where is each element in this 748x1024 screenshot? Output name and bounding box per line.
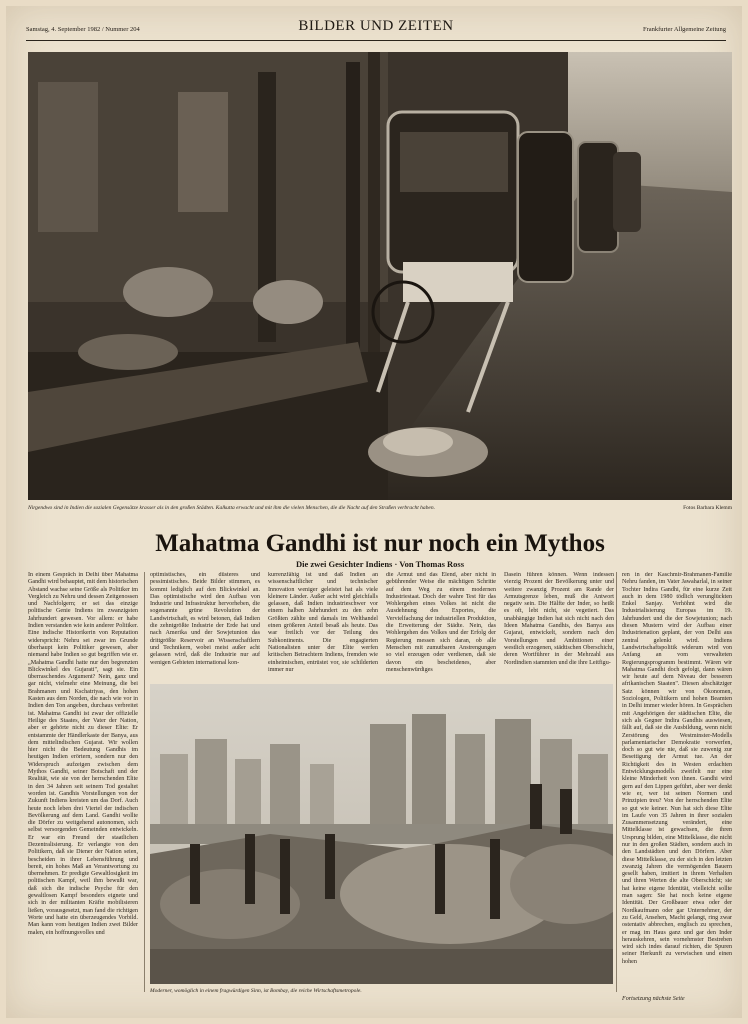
kolkata-street-photo — [28, 52, 732, 500]
article-column-5 — [504, 572, 614, 678]
newspaper-name: Frankfurter Allgemeine Zeitung — [642, 26, 726, 33]
column-5-text: Dasein führen können. Wenn indessen vierzig Prozent der Bevölkerung unter und weitere zwanzig Prozent am Rande der Armutsgrenze leben, muß die Antwort negativ sein. Die Hälfte der Inder, so heißt es oft, lebt nicht, sie vegetiert. Das unabhängige Indien hat sich nicht nach den Ideen Mahatma Gandhis, des Banya aus Gujarat, entwickelt, sondern nach den Vorstellungen und Ambitionen einer westlich erzogenen, städtischen Oberschicht, deren Wortführer in der Mehrzahl aus Nordindien stammten und die ihre Leitfigu- — [504, 572, 614, 666]
masthead — [26, 16, 726, 41]
article-column-2 — [150, 572, 260, 678]
photo-credit: Fotos Barbara Klemm — [683, 505, 732, 511]
article-column-4 — [386, 572, 496, 678]
rickshaw-street-scene-image — [28, 52, 732, 500]
column-4-text: die Armut und das Elend, aber nicht in gebührender Weise die mächtigen Schritte auf dem Weg zu einem modernen Industriestaat. Doch der wahre Test für das Wohlergehen eines Volkes ist nicht die Ausdehnung des Exportes, die Vervielfachung der industriellen Produktion, die Erweiterung der Städte. Nein, das Wohlergehen des Volkes und der Erfolg der Regierung messen sich daran, ob alle Menschen mit zumutbaren Anstrengungen so viel erzeugen oder verdienen, daß sie davon ein bescheidenes, aber menschenwürdiges — [386, 572, 496, 673]
top-photo-caption — [28, 505, 732, 517]
top-caption-text: Nirgendwo sind in Indien die sozialen Gegensätze krasser als in den großen Städten. Kalkutta erwacht und mit ihm die vielen Menschen, die die Nacht auf den Straßen verbracht haben. — [28, 505, 435, 511]
continued-note: Fortsetzung nächste Seite — [622, 996, 685, 1002]
column-3-text: kurrenzfähig ist und daß Indien an wissenschaftlicher und technischer Innovation weniger geleistet hat als viele kleinere Länder. Außer acht wird gleichfalls gelassen, daß Indien industrieschwer vor einem halben Jahrhundert zu den zehn Größten zählte und damals im Welthandel einen größeren Anteil besaß als heute. Das war freilich vor der Teilung des Subkontinents. Die engagierten Nationalisten unter der Elite werfen kritischen Betrachtern Indiens, fremden wie einheimischen, entrüstet vor, sie schilderten immer nur — [268, 572, 378, 673]
column-6-text: ren in der Kaschmir-Brahmanen-Familie Nehru fanden, im Vater Jawaharlal, in seiner Tochter Indira Gandhi, für eine kurze Zeit auch in dem 1980 tödlich verunglückten Enkel Sanjay. Verhöhnt wird die Industrialisierung Europas im 19. Jahrhundert und die der Sowjetunion; nach diesen Mustern wird der Aufbau einer Industrienation geplant, der von Delhi aus zentral gelenkt wird. Indiens Landwirtschaftspolitik widerum wird von Anfang an vom verwalteten Regierungsprogramm bestimmt. Wären wir Mahatma Gandhi doch gefolgt, dann wären wir heute auf dem Niveau der besseren afrikanischen Staaten". Diesen abschätziger Satz können wir von Ökonomen, Soziologen, Politikern und hohen Beamten in Delhi immer wieder hören. In Gesprächen mit Angehörigen der städtischen Elite, die sich als Gegner Indira Gandhis auswiesen, fällt auf, daß sie die Ausbildung, wenn nicht Zerstörung des Westminster-Modells parlamentarischer Demokratie vorwerfen, doch so gut wie nie, daß sie zuwenig zur Beseitigung der Armut tue. An der Richtigkeit des in Westen erdachten Entwicklungsmodells zweifelt nur eine kleine Minderheit von ihnen. Gandhi wird gern auf den Lippen geführt, aber wer denkt wie er, wer ist seinen Normen und Prinzipien treu? Von der herrschenden Elite so gut wie keiner. Nun hat sich diese Elite im Laufe von 35 Jahren in ihrer sozialen Zusammensetzung verändert, eine Mittelklasse ist gewachsen, die ihren Ursprung bilden, eine Mittelklasse, die nicht nur in den großen Städten, sondern auch in den Landstädten und den Dörfern. Aber diese Mittelklasse, zu der sich in den letzten zwanzig Jahren die vermögenden Bauern gesellt haben, imitiert in ihrem Verhalten und ihren Werten die alte Oberschicht; sie hat keine eigene Identität, vielleicht sollte man sagen: Sie hat noch keine eigene Identität. Der Großbauer etwa oder der Nordkaufmann oder gar Unternehmer, der zu Geld, Ansehen, Macht gelangt, ring zwar ostentativ abbrechen, englisch zu sprechen, er mag im Haus ganz und gar den Inder herauskehren, sein vornehmster Bestreben wird sich indes darauf richten, die Spuren seiner Herkunft zu verwischen und einen hohen — [622, 572, 732, 965]
column-divider — [144, 572, 145, 992]
column-2-text: optimistisches, ein düsteres und pessimistisches. Beide Bilder stimmen, es kommt lediglich auf den Blickwinkel an. Das optimistische wird den Aufbau von Industrie und Infrastruktur hervorheben, die sogenannte grüne Revolution der Landwirtschaft, es wird betonen, daß Indien die zehntgrößte Industrie der Erde hat und nach Amerika und der Sowjetunion das drittgrößte Reservoir an Wissenschaftlern und Technikern, wobei meist außer acht gelassen wird, daß die Industrie nur auf wenigen Gebieten international kon- — [150, 572, 260, 666]
column-1-text: In einem Gespräch in Delhi über Mahatma Gandhi wird behauptet, mit dem historischen Abstand wachse seine Größe als Politiker im Vergleich zu Nehru und dessen Zeitgenossen und Nachfolgern; er sei das einzige politische Genie Indiens im zwanzigsten Jahrhundert gewesen. Vor allem: er habe Indien verstanden wie kein anderer Politiker. Eine indische Historikerin von Reputation widerspricht: Nehru sei zwar im Grunde überhaupt kein Politiker gewesen, aber niemand habe Indien so gut begriffen wie er. „Mahatma Gandhi hatte nur den begrenzten Blickwinkel des Gujarati", sagt sie. Ein überraschendes Argument? Nein, ganz und gar nicht, vielmehr eine Meinung, die bei Brahmanen und Kschatriyas, den hohen Kasten aus dem Norden, die nach wie vor in Indien den Ton angeben, durchaus verbreitet ist. Mahatma Gandhi ist zwar der offizielle Heilige des Staates, der Vater der Nation, aber er gehörte nicht zu dieser Elite: Er entstammte der Händlerkaste der Banya, aus dem mittelindischen Gujarat. Wir wollen hier nicht die Bedeutung Gandhis im heutigen Indien erörtern, sondern nur den Widerspruch aufzeigen zwischen dem Mythos Gandhi, seiner Botschaft und der Realität, wie sie von der herrschenden Elite in den 34 Jahren seit seinem Tod gestaltet worden ist. Gandhis Vorstellungen von der Zukunft Indiens kreisten um das Dorf. Auch heute noch leben drei Viertel der indischen Bevölkerung auf dem Land. Gandhi wollte die Dörfer zu weitgehend autonomen, sich selbst versorgenden Gemeinden entwickeln. Er war ein Freund der staatlichen Dezentralisierung. Er verlangte von den Politikern, daß sie Diener der Nation seien, bescheiden in ihrer Lebensführung und bereit, ein hohes Maß an Verantwortung zu übernehmen. Er predigte Gewaltlosigkeit im politischen Kampf, weil ihm bewußt war, daß sich die indische Psyche für den gewaltlosen Kampf besonders eignete und sich in der militanten Kräfte mobilisieren ließen, vorausgesetzt, man fand die richtigen Worte und hatte ein überzeugendes Vorbild. Man kann vom heutigen Indien zwei Bilder malen, ein hoffnungsvolles und — [28, 572, 138, 936]
bombay-skyline-workers-image — [150, 684, 613, 984]
article-column-1 — [28, 572, 138, 992]
section-title: BILDER UND ZEITEN — [298, 18, 454, 34]
article-subhead: Die zwei Gesichter Indiens · Von Thomas Ross — [295, 559, 465, 569]
bombay-construction-photo — [150, 684, 613, 984]
article-headline: Mahatma Gandhi ist nur noch ein Mythos — [155, 530, 605, 557]
newspaper-page — [6, 6, 742, 1018]
column-divider — [616, 572, 617, 992]
article-column-6 — [622, 572, 732, 992]
issue-date: Samstag, 4. September 1982 / Nummer 204 — [26, 26, 140, 33]
article-column-3 — [268, 572, 378, 678]
bottom-photo-caption: Moderner, womöglich in einem fragwürdigen Sinn, ist Bombay, die reiche Wirtschaftsmetropole. — [150, 988, 362, 994]
